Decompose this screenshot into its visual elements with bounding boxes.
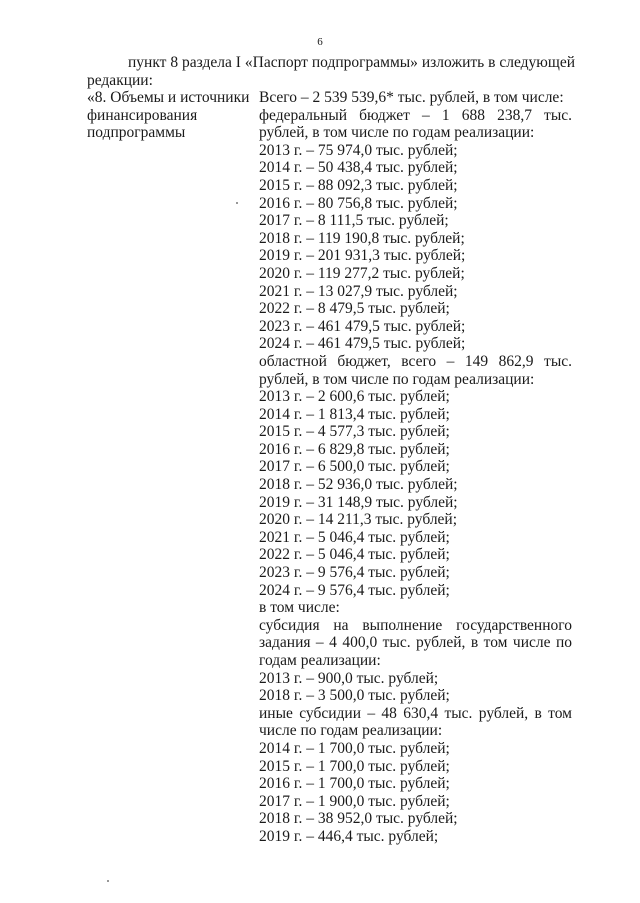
funding-line: годам реализации: (259, 652, 381, 669)
funding-line: 2015 г. – 1 700,0 тыс. рублей; (259, 757, 450, 775)
intro-line-2: редакции: (87, 71, 153, 89)
funding-line: 2023 г. – 461 479,5 тыс. рублей; (259, 317, 466, 335)
funding-line: в том числе: (259, 599, 340, 617)
funding-line: 2013 г. – 75 974,0 тыс. рублей; (259, 141, 458, 159)
section-label-line: подпрограммы (87, 124, 186, 142)
funding-line: федеральный бюджет – 1 688 238,7 тыс. (259, 106, 572, 124)
funding-line: 2022 г. – 8 479,5 тыс. рублей; (259, 300, 450, 318)
funding-line: задания – 4 400,0 тыс. рублей, в том числе по (259, 634, 572, 652)
intro-paragraph (87, 54, 575, 89)
funding-line: 2014 г. – 1 700,0 тыс. рублей; (259, 739, 450, 757)
funding-line: 2018 г. – 119 190,8 тыс. рублей; (259, 229, 465, 247)
funding-line: 2014 г. – 1 813,4 тыс. рублей; (259, 405, 450, 423)
funding-line: 2015 г. – 88 092,3 тыс. рублей; (259, 176, 458, 194)
section-label-line: «8. Объемы и источники (87, 89, 250, 106)
funding-line: 2022 г. – 5 046,4 тыс. рублей; (259, 546, 450, 564)
funding-line: 2013 г. – 900,0 тыс. рублей; (259, 669, 439, 687)
funding-line: 2021 г. – 5 046,4 тыс. рублей; (259, 528, 450, 546)
scan-speck (107, 880, 109, 882)
funding-line: 2017 г. – 1 900,0 тыс. рублей; (259, 792, 450, 810)
funding-line: 2019 г. – 201 931,3 тыс. рублей; (259, 247, 466, 265)
funding-line: 2013 г. – 2 600,6 тыс. рублей; (259, 388, 450, 406)
funding-line: 2020 г. – 119 277,2 тыс. рублей; (259, 264, 465, 282)
funding-line: 2018 г. – 38 952,0 тыс. рублей; (259, 810, 458, 828)
funding-details (259, 89, 572, 846)
funding-line: 2016 г. – 80 756,8 тыс. рублей; (259, 194, 458, 212)
funding-line: рублей, в том числе по годам реализации: (259, 124, 535, 142)
funding-line: 2016 г. – 1 700,0 тыс. рублей; (259, 775, 450, 793)
intro-line-1: пункт 8 раздела I «Паспорт подпрограммы» изложить в следующей (128, 54, 575, 71)
funding-line: иные субсидии – 48 630,4 тыс. рублей, в том (259, 704, 572, 722)
funding-line: 2019 г. – 446,4 тыс. рублей; (259, 827, 439, 845)
funding-line: Всего – 2 539 539,6* тыс. рублей, в том числе: (259, 89, 564, 106)
page-number: 6 (317, 36, 323, 48)
funding-line: 2024 г. – 461 479,5 тыс. рублей; (259, 335, 466, 353)
funding-line: 2024 г. – 9 576,4 тыс. рублей; (259, 581, 450, 599)
funding-line: 2021 г. – 13 027,9 тыс. рублей; (259, 282, 458, 300)
funding-line: 2023 г. – 9 576,4 тыс. рублей; (259, 564, 450, 582)
funding-line: 2020 г. – 14 211,3 тыс. рублей; (259, 511, 458, 529)
funding-line: 2015 г. – 4 577,3 тыс. рублей; (259, 423, 450, 441)
funding-line: субсидия на выполнение государственного (259, 616, 572, 634)
section-label-line: финансирования (87, 106, 198, 124)
funding-line: 2019 г. – 31 148,9 тыс. рублей; (259, 493, 458, 511)
funding-line: 2016 г. – 6 829,8 тыс. рублей; (259, 440, 450, 458)
funding-line: 2018 г. – 3 500,0 тыс. рублей; (259, 687, 450, 705)
funding-line: областной бюджет, всего – 149 862,9 тыс. (259, 352, 572, 370)
funding-line: 2014 г. – 50 438,4 тыс. рублей; (259, 159, 458, 177)
funding-line: 2017 г. – 8 111,5 тыс. рублей; (259, 212, 449, 230)
funding-line: числе по годам реализации: (259, 722, 443, 740)
scan-speck (236, 202, 238, 204)
section-label (87, 89, 255, 142)
funding-line: 2017 г. – 6 500,0 тыс. рублей; (259, 458, 450, 476)
funding-line: 2018 г. – 52 936,0 тыс. рублей; (259, 476, 458, 494)
funding-line: рублей, в том числе по годам реализации: (259, 370, 535, 388)
